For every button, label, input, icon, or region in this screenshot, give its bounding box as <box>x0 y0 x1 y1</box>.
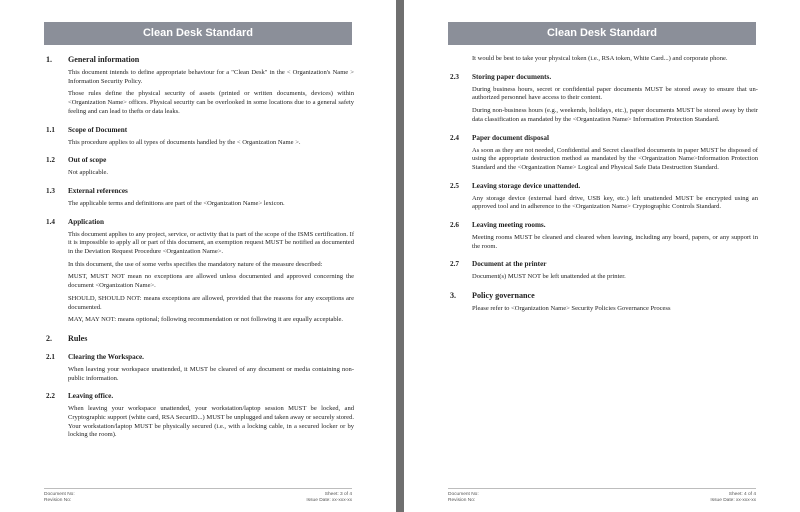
section-title: Document at the printer <box>472 260 547 269</box>
page-header-banner: Clean Desk Standard <box>44 22 352 45</box>
document-page-right <box>404 0 800 512</box>
section-title: General information <box>68 55 140 64</box>
section-heading <box>46 392 354 401</box>
document-number-label: Document No: <box>448 492 479 497</box>
section-title: Clearing the Workspace. <box>68 352 144 361</box>
section-title: Leaving meeting rooms. <box>472 221 546 230</box>
body-paragraph: As soon as they are not needed, Confidential and Secret classified documents in paper MUST be disposed of using the appropriate destruction method as mandated by the <Organization Name>Information Protection Standard and the <Organization Name> Logical and Physical Safe Data Destruction Standard. <box>472 146 758 171</box>
section-heading <box>450 73 758 82</box>
section-number: 1. <box>46 55 53 64</box>
section-heading <box>46 156 354 165</box>
body-paragraph: SHOULD, SHOULD NOT: means exceptions are allowed, provided that the reasons for any exceptions are documented. <box>68 294 354 311</box>
body-paragraph: This document applies to any project, service, or activity that is part of the scope of the ISMS certification. If it is impossible to apply all or part of this document, an exemption request MUST be notified as documented in the Deviation Request Procedure <Organization Name>. <box>68 230 354 256</box>
section-heading <box>46 55 354 65</box>
issue-date: Issue Date: xx-xxx-xx <box>306 498 352 503</box>
section-title: Storing paper documents. <box>472 72 552 81</box>
section-title: Paper document disposal <box>472 133 549 142</box>
section-heading <box>450 221 758 230</box>
sheet-number: Sheet: 4 of 4 <box>728 492 756 497</box>
sheet-number: Sheet: 3 of 4 <box>324 492 352 497</box>
section-number: 2. <box>46 333 53 343</box>
section-number: 1.4 <box>46 217 55 226</box>
body-paragraph: Document(s) MUST NOT be left unattended at the printer. <box>472 273 626 281</box>
body-paragraph: During non-business hours (e.g., weekends, holidays, etc.), paper documents MUST be stored away by their data classification as mandated by the <Organization Name> Information Protection Standard. <box>472 107 758 123</box>
body-paragraph: The applicable terms and definitions are part of the <Organization Name> lexicon. <box>68 199 285 207</box>
body-paragraph: It would be best to take your physical token (i.e., RSA token, White Card...) and corporate phone. <box>472 55 728 62</box>
section-number: 2.1 <box>46 352 55 361</box>
body-paragraph: Please refer to <Organization Name> Security Policies Governance Process <box>472 305 671 313</box>
section-title: Scope of Document <box>68 125 128 134</box>
section-number: 2.7 <box>450 260 459 269</box>
page-content <box>46 55 354 440</box>
section-title: Policy governance <box>472 291 535 301</box>
section-heading <box>46 218 354 227</box>
page-header-banner: Clean Desk Standard <box>448 22 756 45</box>
page-footer <box>448 488 756 504</box>
section-title: Leaving storage device unattended. <box>472 181 581 190</box>
document-number-label: Document No: <box>44 492 75 497</box>
section-number: 2.5 <box>450 181 459 190</box>
revision-number-label: Revision No: <box>44 498 72 503</box>
body-paragraph: In this document, the use of some verbs specifies the mandatory nature of the measure described: <box>68 260 323 268</box>
section-title: Application <box>68 217 104 226</box>
section-heading <box>450 291 758 301</box>
section-number: 3. <box>450 291 457 301</box>
section-number: 2.4 <box>450 133 459 142</box>
issue-date: Issue Date: xx-xxx-xx <box>710 498 756 503</box>
page-footer <box>44 488 352 504</box>
body-paragraph: MAY, MAY NOT: means optional; following recommendation or not following it are equally acceptable. <box>68 316 344 324</box>
body-paragraph: MUST, MUST NOT mean no exceptions are allowed unless documented and approved concerning the document <Organization Name>. <box>68 273 354 290</box>
section-heading <box>46 187 354 196</box>
body-paragraph: Any storage device (external hard drive, USB key, etc.) left unattended MUST be encrypted using an approved tool and in adherence to the <Organization Name> Cryptographic Controls Standard. <box>472 194 758 211</box>
section-number: 1.2 <box>46 156 55 165</box>
section-heading <box>46 126 354 135</box>
section-number: 2.2 <box>46 392 55 401</box>
revision-number-label: Revision No: <box>448 498 476 503</box>
section-title: Out of scope <box>68 156 107 165</box>
section-title: External references <box>68 186 128 195</box>
body-paragraph: When leaving your workspace unattended, your workstation/laptop session MUST be locked, and Cryptographic support (white card, RSA SecurID...) MUST be unplugged and taken away or securely stored. Your workstation/laptop MUST be physically secured (i.e., with a locking cable, in a secured locker or by locking the room). <box>68 405 354 439</box>
body-paragraph: This document intends to define appropriate behaviour for a "Clean Desk" in the < Organization's Name > Information Security Policy. <box>68 69 354 85</box>
section-heading <box>450 182 758 191</box>
body-paragraph: When leaving your workspace unattended, it MUST be cleared of any document or media containing non-public information. <box>68 365 354 382</box>
section-number: 2.6 <box>450 221 459 230</box>
document-page-left <box>0 0 396 512</box>
section-number: 1.3 <box>46 186 55 195</box>
body-paragraph: Not applicable. <box>68 169 108 177</box>
body-paragraph: Meeting rooms MUST be cleaned and cleared when leaving, including any board, papers, or any support in the room. <box>472 234 758 250</box>
section-heading <box>46 334 354 344</box>
section-number: 1.1 <box>46 125 55 134</box>
body-paragraph: During business hours, secret or confidential paper documents MUST be stored away to ensure that un- authorized personnel have access to their content. <box>472 85 758 102</box>
page-content <box>450 55 758 314</box>
section-number: 2.3 <box>450 72 459 81</box>
section-title: Rules <box>68 333 88 343</box>
section-heading <box>46 353 354 362</box>
section-title: Leaving office. <box>68 392 114 401</box>
section-heading <box>450 134 758 143</box>
body-paragraph: This procedure applies to all types of documents handled by the < Organization Name >. <box>68 138 301 146</box>
section-heading <box>450 260 758 269</box>
body-paragraph: Those rules define the physical security of assets (printed or written documents, devices) within <Organization Name> offices. Physical security can be overlooked in some locations due to a general safety feeling and can lead to thefts or data leaks. <box>68 90 354 115</box>
